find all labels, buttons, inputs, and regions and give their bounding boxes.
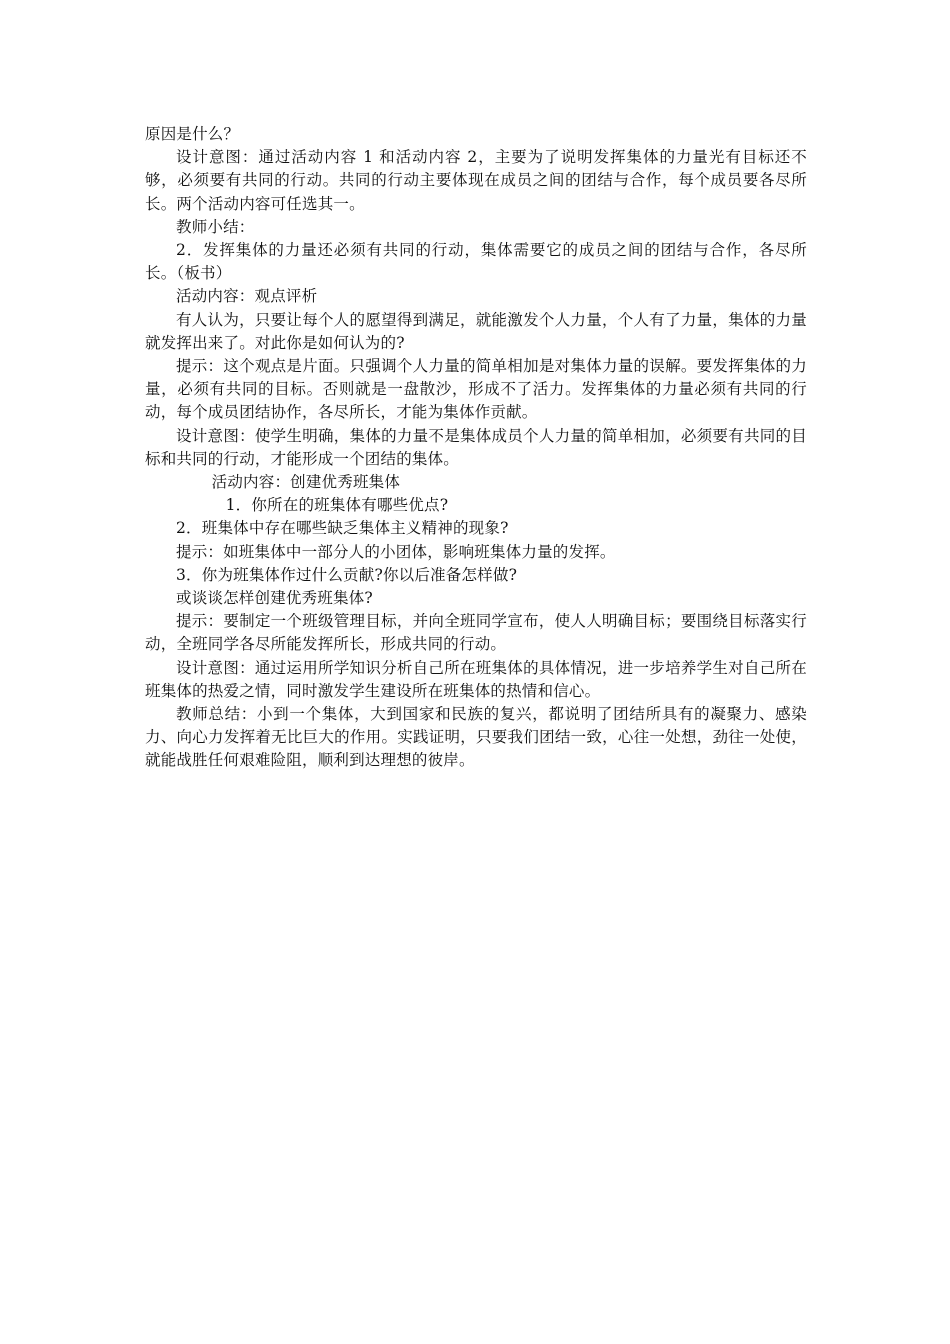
document-body	[145, 123, 807, 773]
paragraph-design-intent-1: 设计意图：通过活动内容 1 和活动内容 2，主要为了说明发挥集体的力量光有目标还不够，必须要有共同的行动。共同的行动主要体现在成员之间的团结与合作，每个成员要各尽所长。两个活动内容可任选其一。	[145, 148, 807, 213]
paragraph-question-3: 3．你为班集体作过什么贡献?你以后准备怎样做?	[176, 565, 518, 584]
paragraph-cause-question: 原因是什么？	[145, 125, 240, 143]
paragraph-hint-group: 提示：如班集体中一部分人的小团体，影响班集体力量的发挥。	[176, 542, 616, 561]
paragraph-alt-question: 或谈谈怎样创建优秀班集体?	[176, 589, 373, 608]
paragraph-hint-goal: 提示：要制定一个班级管理目标，并向全班同学宣布，使人人明确目标；要围绕目标落实行动，全班同学各尽所能发挥所长，形成共同的行动。	[145, 612, 807, 654]
paragraph-board-point-2: 2．发挥集体的力量还必须有共同的行动，集体需要它的成员之间的团结与合作，各尽所长。（板书）	[145, 241, 807, 283]
paragraph-hint-viewpoint: 提示：这个观点是片面。只强调个人力量的简单相加是对集体力量的误解。要发挥集体的力量，必须有共同的目标。否则就是一盘散沙，形成不了活力。发挥集体的力量必须有共同的行动，每个成员团结协作，各尽所长，才能为集体作贡献。	[145, 357, 807, 422]
paragraph-design-intent-2: 设计意图：使学生明确，集体的力量不是集体成员个人力量的简单相加，必须要有共同的目标和共同的行动，才能形成一个团结的集体。	[145, 426, 807, 468]
paragraph-teacher-summary-label: 教师小结：	[176, 217, 255, 236]
paragraph-design-intent-3: 设计意图：通过运用所学知识分析自己所在班集体的具体情况，进一步培养学生对自己所在班集体的热爱之情，同时激发学生建设所在班集体的热情和信心。	[145, 658, 807, 700]
paragraph-viewpoint-statement: 有人认为，只要让每个人的愿望得到满足，就能激发个人力量，个人有了力量，集体的力量就发挥出来了。对此你是如何认为的?	[145, 310, 807, 352]
paragraph-question-2: 2．班集体中存在哪些缺乏集体主义精神的现象?	[176, 519, 509, 538]
paragraph-question-1: 1．你所在的班集体有哪些优点?	[225, 496, 449, 515]
paragraph-activity-viewpoint: 活动内容：观点评析	[176, 287, 318, 306]
paragraph-teacher-conclusion: 教师总结：小到一个集体，大到国家和民族的复兴，都说明了团结所具有的凝聚力、感染力、向心力发挥着无比巨大的作用。实践证明，只要我们团结一致，心往一处想，劲往一处使，就能战胜任何艰难险阻，顺利到达理想的彼岸。	[145, 705, 807, 770]
paragraph-activity-class: 活动内容：创建优秀班集体	[211, 473, 401, 492]
